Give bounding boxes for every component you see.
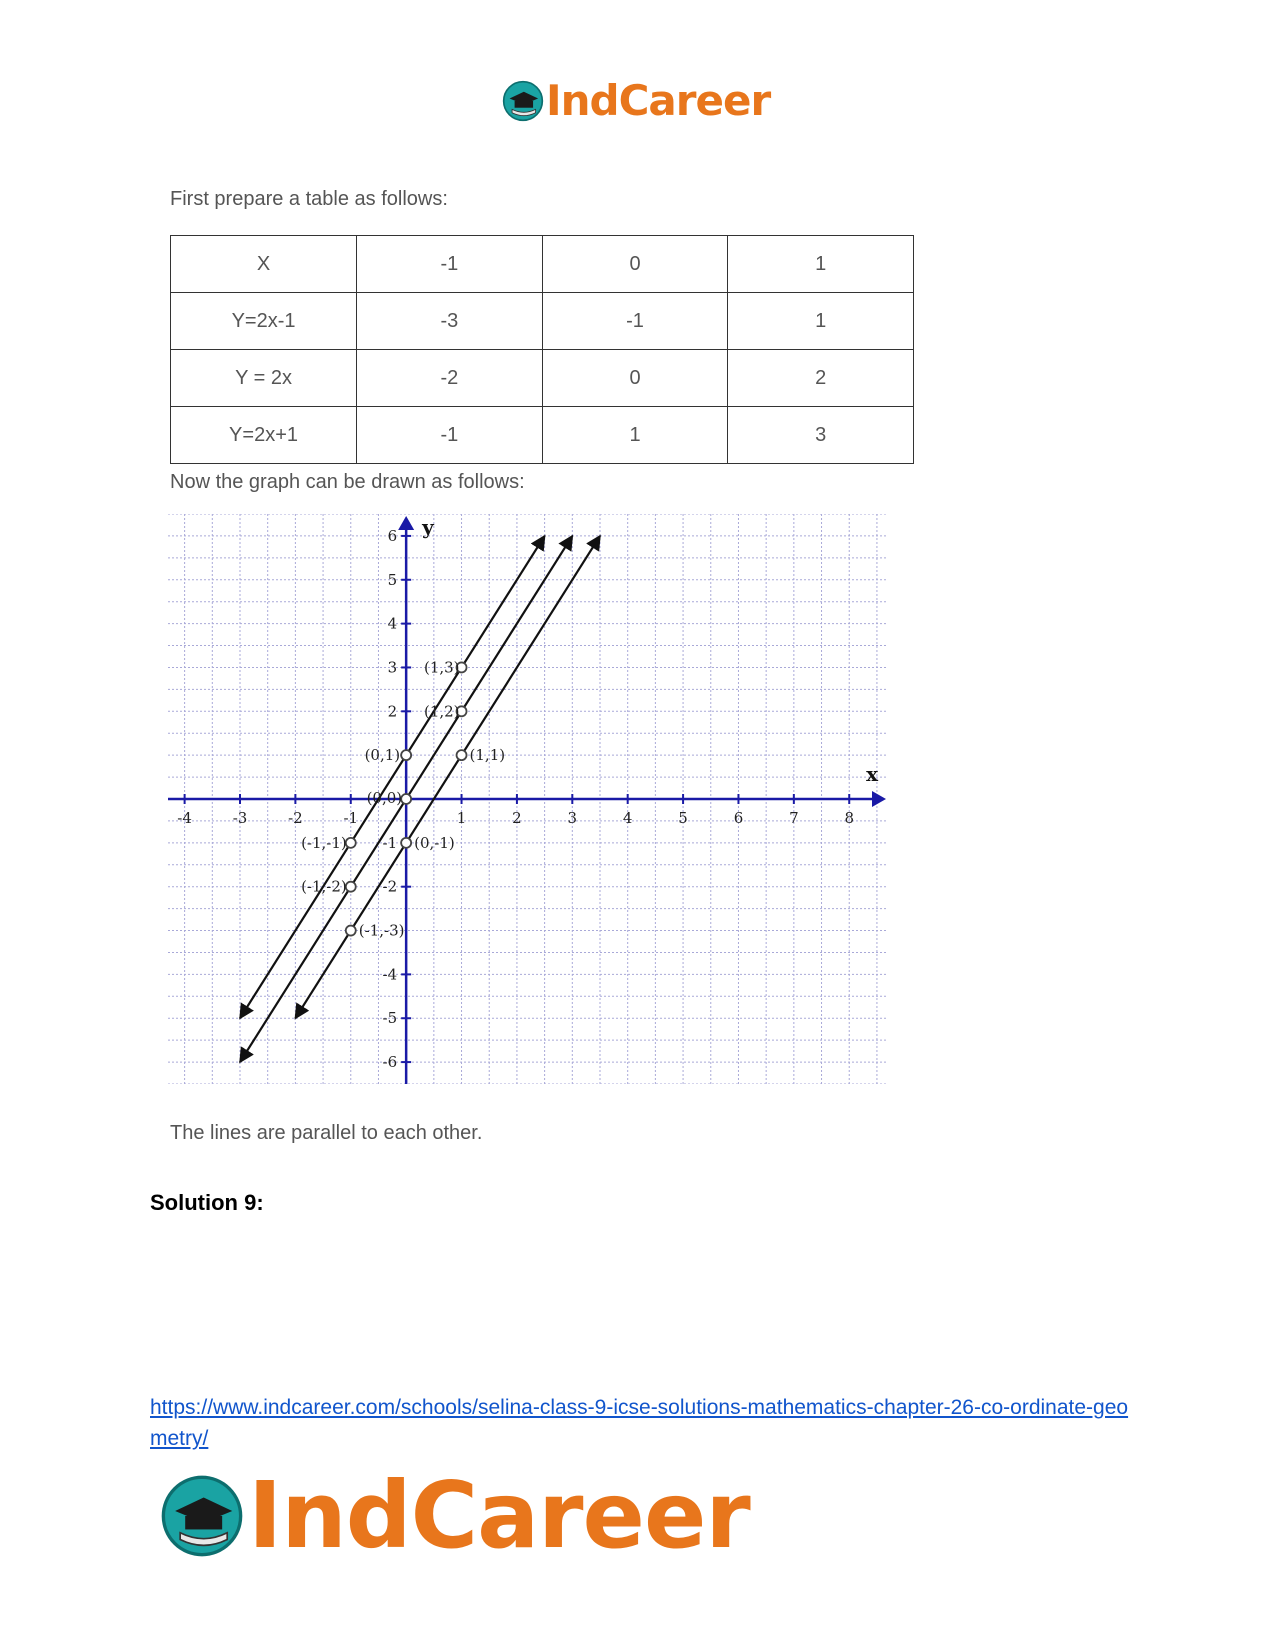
point-label: (0,0) (366, 789, 403, 807)
point-label: (1,1) (469, 746, 506, 765)
table-cell: -3 (357, 293, 543, 350)
y-tick-label: -4 (382, 965, 398, 984)
table-cell: -1 (542, 293, 728, 350)
point-label: (0,-1) (414, 833, 455, 852)
table-cell: X (171, 236, 357, 293)
table-cell: -1 (357, 407, 543, 464)
y-tick-label: -5 (382, 1009, 398, 1028)
table-cell: 2 (728, 350, 914, 407)
plotted-point (401, 838, 411, 848)
y-tick-label: 3 (387, 658, 398, 677)
table-row (171, 407, 914, 464)
x-tick-label: -4 (177, 809, 192, 827)
y-axis-label: y (422, 515, 434, 539)
point-label: (1,2) (423, 702, 460, 721)
solution-heading: Solution 9: (150, 1190, 264, 1215)
logo-wordmark: IndCareer (248, 1462, 750, 1569)
point-label: (-1,-2) (301, 877, 347, 896)
plotted-point (346, 882, 356, 892)
y-axis-arrow (398, 516, 414, 530)
x-tick-label: 2 (512, 809, 522, 827)
plotted-point (346, 926, 356, 936)
table-cell: 0 (542, 236, 728, 293)
intro-text: First prepare a table as follows: (170, 188, 448, 210)
y-tick-label: -2 (382, 877, 398, 896)
graduation-globe-icon (160, 1474, 244, 1558)
x-axis-arrow (872, 791, 886, 807)
plotted-point (401, 750, 411, 760)
table-row (171, 293, 914, 350)
point-label: (-1,-1) (301, 833, 347, 852)
table-cell: 3 (728, 407, 914, 464)
x-tick-label: 1 (456, 809, 467, 827)
footer-logo (160, 1462, 750, 1569)
y-tick-label: 2 (387, 702, 398, 721)
plotted-point (401, 794, 411, 804)
table-cell: Y=2x-1 (171, 293, 357, 350)
x-tick-label: -3 (232, 809, 248, 827)
table-row (171, 350, 914, 407)
table-cell: Y = 2x (171, 350, 357, 407)
conclusion-text: The lines are parallel to each other. (170, 1122, 483, 1144)
graph-intro-text: Now the graph can be drawn as follows: (170, 471, 525, 493)
y-tick-label: -6 (382, 1053, 398, 1072)
x-tick-label: -2 (288, 809, 303, 827)
x-tick-label: 6 (733, 809, 744, 827)
point-label: (1,3) (423, 658, 460, 677)
x-tick-label: 5 (678, 809, 688, 827)
point-label: (-1,-3) (358, 921, 405, 940)
table-cell: 0 (542, 350, 728, 407)
plotted-point (346, 838, 356, 848)
table-cell: -2 (357, 350, 543, 407)
y-tick-label: 4 (387, 614, 398, 633)
x-tick-label: 7 (789, 809, 799, 827)
table-cell: 1 (542, 407, 728, 464)
logo-wordmark: IndCareer (546, 76, 771, 125)
graduation-globe-icon (502, 80, 544, 122)
point-label: (0,1) (364, 746, 401, 765)
table-cell: 1 (728, 293, 914, 350)
plotted-point (457, 750, 467, 760)
coordinate-graph (168, 514, 888, 1084)
table-cell: -1 (357, 236, 543, 293)
x-tick-label: -1 (343, 809, 359, 827)
y-tick-label: 5 (387, 570, 398, 589)
table-cell: Y=2x+1 (171, 407, 357, 464)
table-cell: 1 (728, 236, 914, 293)
x-tick-label: 4 (622, 809, 633, 827)
header-logo (502, 76, 771, 125)
x-axis-label: x (866, 762, 878, 786)
table-row (171, 236, 914, 293)
x-tick-label: 3 (567, 809, 578, 827)
source-link[interactable]: https://www.indcareer.com/schools/selina-class-9-icse-solutions-mathematics-chapter-26-co-ordinate-geometry/ (150, 1396, 1129, 1450)
y-tick-label: 6 (387, 526, 398, 545)
x-tick-label: 8 (844, 809, 855, 827)
values-table (170, 235, 914, 464)
y-tick-label: -1 (382, 833, 398, 852)
